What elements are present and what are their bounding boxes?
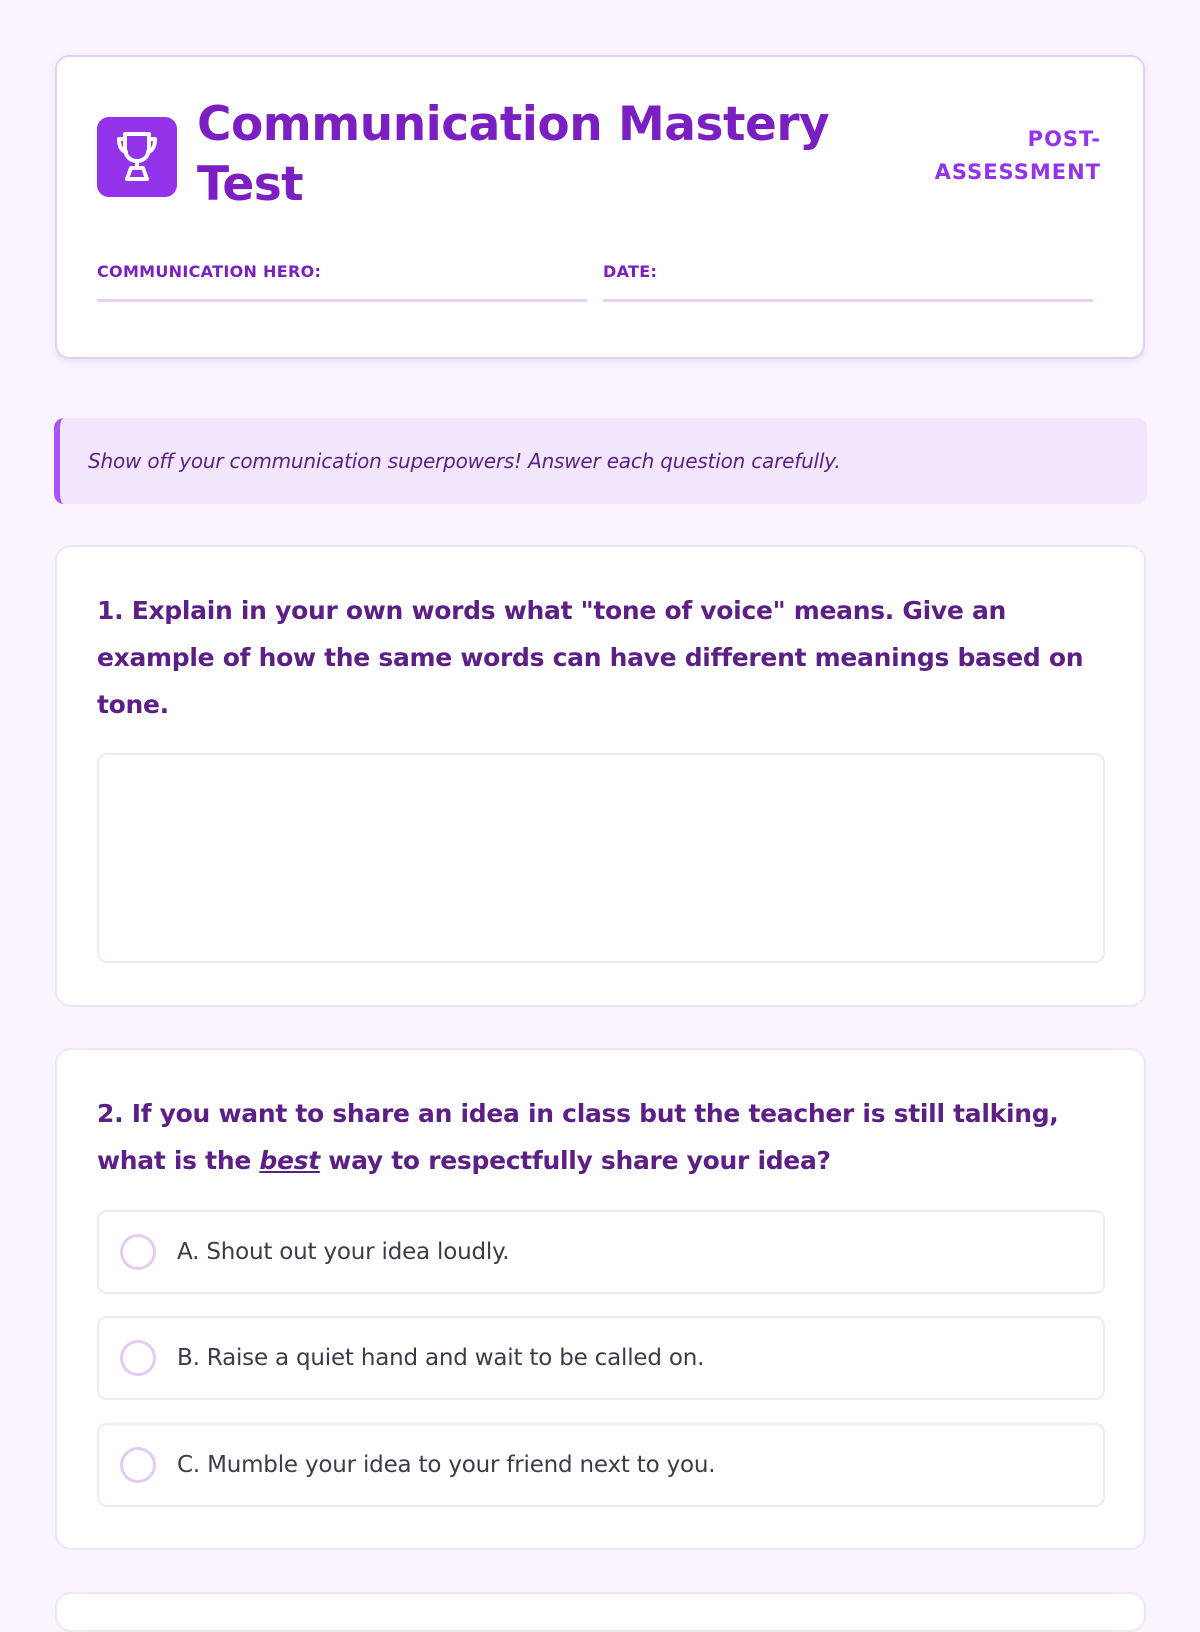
question-2-text bbox=[97, 1090, 1107, 1184]
date-field[interactable] bbox=[603, 262, 1093, 302]
trophy-icon bbox=[97, 117, 177, 197]
header-card bbox=[55, 55, 1145, 359]
question-card-2 bbox=[55, 1048, 1146, 1550]
question-2-text-end: way to respectfully share your idea? bbox=[319, 1146, 831, 1175]
question-1-text: 1. Explain in your own words what "tone of voice" means. Give an example of how the same words can have different meanings based on tone. bbox=[97, 596, 1084, 719]
instructions-banner bbox=[54, 418, 1147, 504]
option-b-label: B. Raise a quiet hand and wait to be called on. bbox=[177, 1345, 705, 1371]
assessment-type-label: POST-ASSESSMENT bbox=[934, 127, 1101, 184]
option-a-label: A. Shout out your idea loudly. bbox=[177, 1239, 510, 1265]
date-label: DATE: bbox=[603, 262, 658, 281]
option-b[interactable] bbox=[97, 1316, 1105, 1400]
radio-button[interactable] bbox=[120, 1234, 156, 1270]
hero-name-field[interactable] bbox=[97, 262, 587, 302]
question-2-text-start: 2. If you want to share an idea in class but the teacher is still talking, what is the bbox=[97, 1099, 1059, 1175]
question-card-1 bbox=[55, 545, 1146, 1007]
hero-name-label: COMMUNICATION HERO: bbox=[97, 262, 322, 281]
option-a[interactable] bbox=[97, 1210, 1105, 1294]
radio-button[interactable] bbox=[120, 1340, 156, 1376]
answer-textbox[interactable] bbox=[97, 753, 1105, 963]
option-c[interactable] bbox=[97, 1423, 1105, 1507]
page-title: Communication Mastery Test bbox=[197, 97, 830, 212]
option-c-label: C. Mumble your idea to your friend next to you. bbox=[177, 1452, 716, 1478]
question-2-emphasis: best bbox=[259, 1146, 320, 1175]
instructions-text: Show off your communication superpowers! Answer each question carefully. bbox=[88, 449, 841, 473]
radio-button[interactable] bbox=[120, 1447, 156, 1483]
question-card-3 bbox=[55, 1592, 1146, 1632]
